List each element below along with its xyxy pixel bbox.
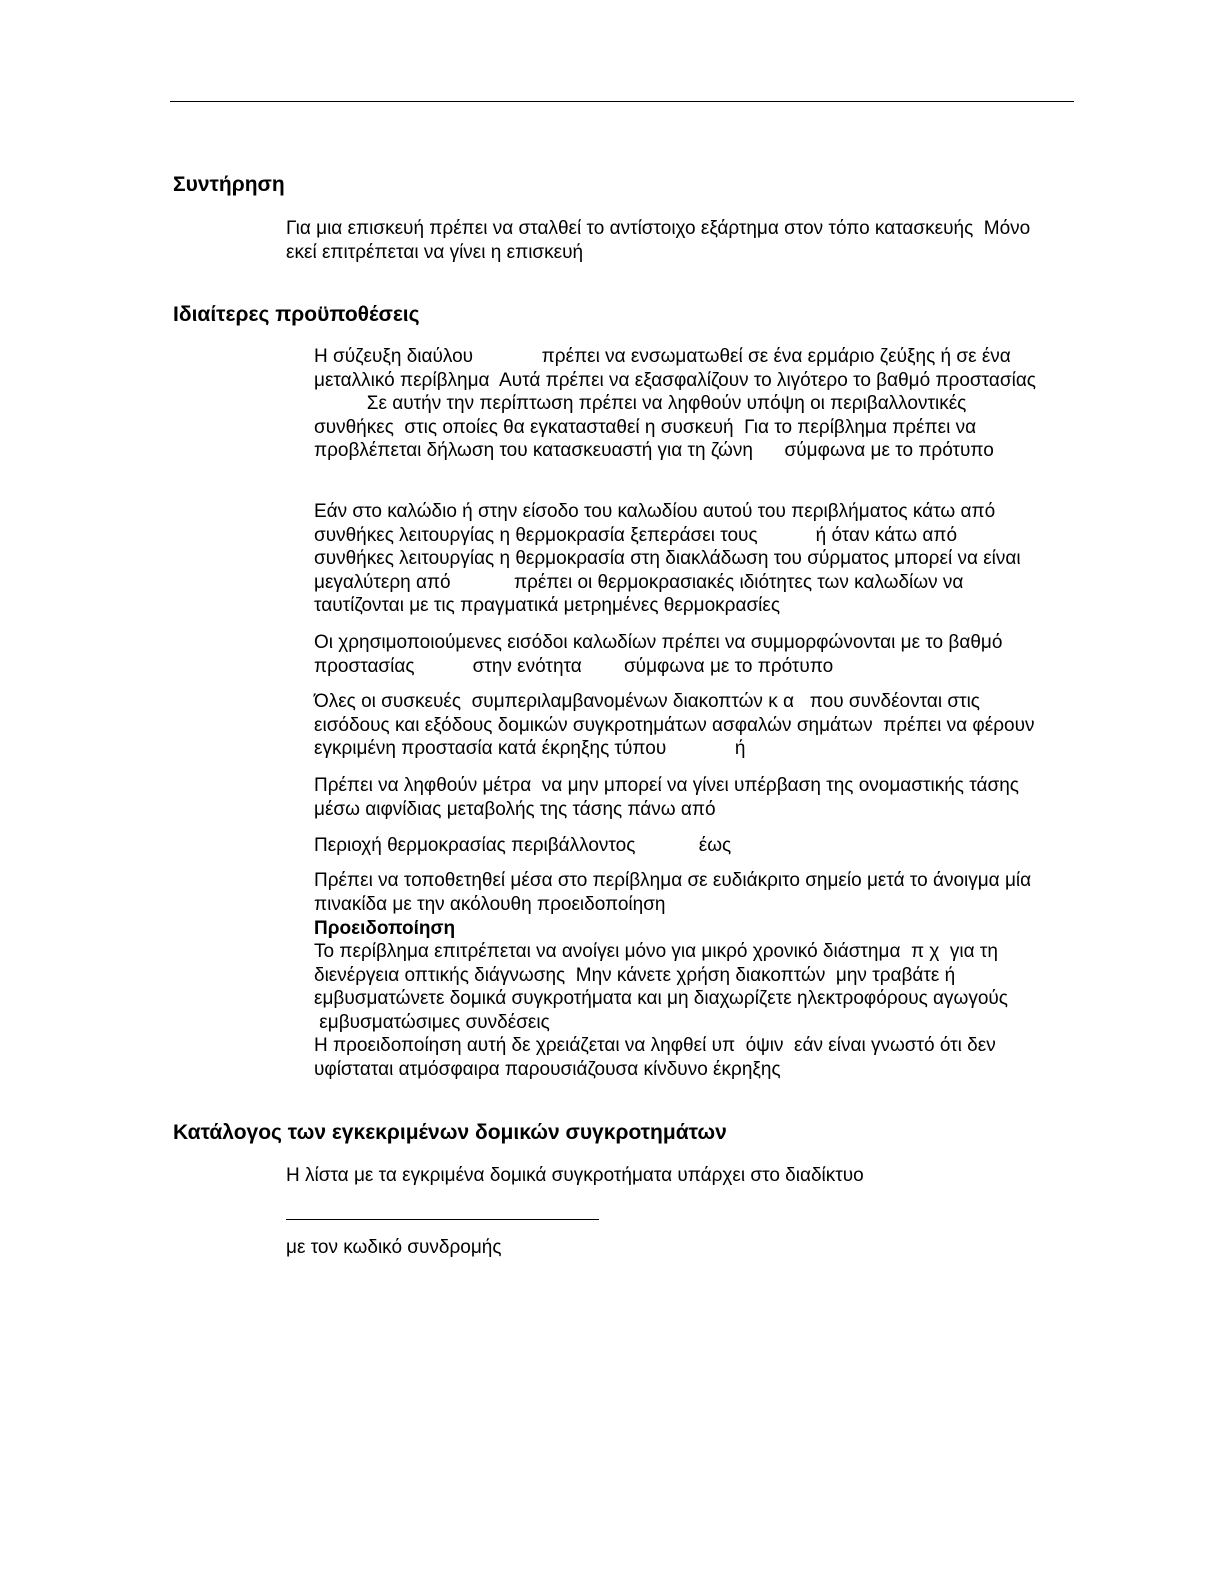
special-conditions-paragraph-1: Η σύζευξη διαύλου πρέπει να ενσωματωθεί σε ένα ερμάριο ζεύξης ή σε ένα μεταλλικό περίβλημα Αυτά πρέπει να εξασφαλίζουν το λιγότερο το βαθμό προστασίας Σε αυτήν την περίπτωση πρέπει να ληφθούν υπόψη οι περιβαλλοντικές συνθήκες στις οποίες θα εγκατασταθεί η συσκευή Για το περίβλημα πρέπει να προβλέπεται δήλωση του κατασκευαστή για τη ζώνη σύμφωνα με το πρότυπο: [314, 346, 1036, 461]
special-conditions-paragraph-5: Πρέπει να ληφθούν μέτρα να μην μπορεί να γίνει υπέρβαση της ονομαστικής τάσης μέσω αιφνίδιας μεταβολής της τάσης πάνω από: [314, 775, 1019, 820]
link-underline-rule: [286, 1219, 599, 1220]
header-rule: [170, 101, 1074, 102]
special-conditions-paragraph-2: Εάν στο καλώδιο ή στην είσοδο του καλωδίου αυτού του περιβλήματος κάτω από συνθήκες λειτουργίας η θερμοκρασία ξεπεράσει τους ή όταν κάτω από συνθήκες λειτουργίας η θερμοκρασία στη διακλάδωση του σύρματος μπορεί να είναι μεγαλύτερη από πρέπει οι θερμοκρασιακές ιδιότητες των καλωδίων να ταυτίζονται με τις πραγματικά μετρημένες θερμοκρασίες: [314, 501, 1021, 616]
section-heading-approved-modules: Κατάλογος των εγκεκριμένων δομικών συγκροτημάτων: [173, 1121, 727, 1144]
maintenance-paragraph: Για μια επισκευή πρέπει να σταλθεί το αντίστοιχο εξάρτημα στον τόπο κατασκευής Μόνο εκεί επιτρέπεται να γίνει η επισκευή: [286, 218, 1031, 263]
approved-modules-paragraph: Η λίστα με τα εγκριμένα δομικά συγκροτήματα υπάρχει στο διαδίκτυο: [286, 1165, 864, 1186]
section-heading-special-conditions: Ιδιαίτερες προϋποθέσεις: [173, 303, 420, 326]
warning-text: Το περίβλημα επιτρέπεται να ανοίγει μόνο για μικρό χρονικό διάστημα π χ για τη διενέργεια οπτικής διάγνωσης Μην κάνετε χρήση διακοπτών μην τραβάτε ή εμβυσματώνετε δομικά συγκροτήματα και μη διαχωρίζετε ηλεκτροφόρους αγωγούς εμβυσματώσιμες συνδέσεις Η προειδοποίηση αυτή δε χρειάζεται να ληφθεί υπ όψιν εάν είναι γνωστό ότι δεν υφίσταται ατμόσφαιρα παρουσιάζουσα κίνδυνο έκρηξης: [314, 941, 1008, 1080]
special-conditions-paragraph-4: Όλες οι συσκευές συμπεριλαμβανομένων διακοπτών κ α που συνδέονται στις εισόδους και εξόδους δομικών συγκροτημάτων ασφαλών σημάτων πρέπει να φέρουν εγκριμένη προστασία κατά έκρηξης τύπου ή: [314, 691, 1035, 759]
special-conditions-paragraph-6: Περιοχή θερμοκρασίας περιβάλλοντος έως: [314, 835, 732, 856]
section-heading-maintenance: Συντήρηση: [173, 173, 285, 196]
warning-title: Προειδοποίηση: [314, 918, 456, 939]
subscription-code-paragraph: με τον κωδικό συνδρομής: [286, 1237, 502, 1258]
special-conditions-paragraph-7: Πρέπει να τοποθετηθεί μέσα στο περίβλημα σε ευδιάκριτο σημείο μετά το άνοιγμα μία πινακίδα με την ακόλουθη προειδοποίηση: [314, 870, 1032, 915]
special-conditions-paragraph-3: Οι χρησιμοποιούμενες εισόδοι καλωδίων πρέπει να συμμορφώνονται με το βαθμό προστασίας στην ενότητα σύμφωνα με το πρότυπο: [314, 632, 1003, 677]
